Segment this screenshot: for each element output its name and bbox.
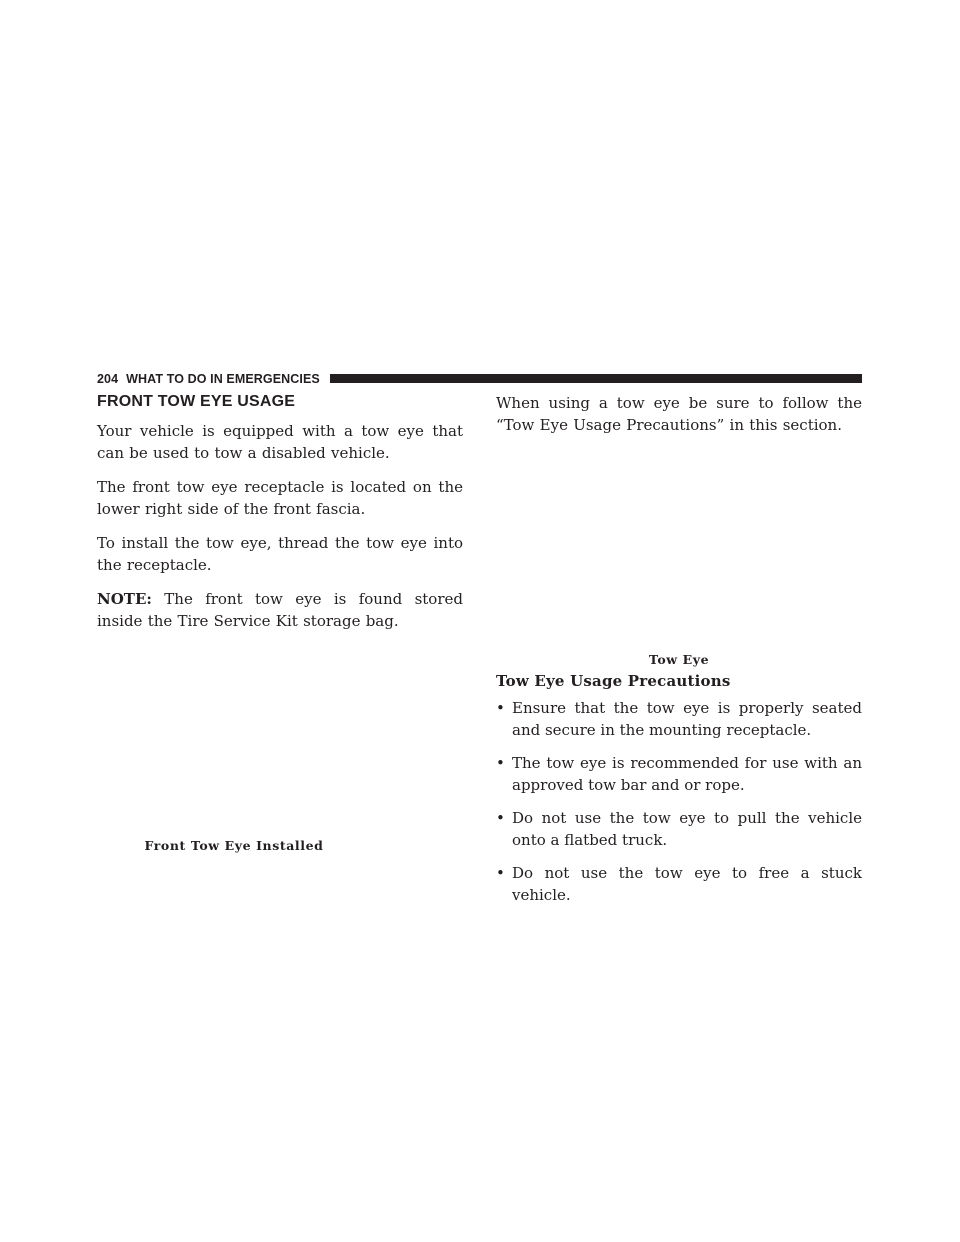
header-rule (330, 374, 862, 383)
section-name: WHAT TO DO IN EMERGENCIES (126, 372, 320, 386)
page-header (97, 371, 862, 387)
section-title: FRONT TOW EYE USAGE (97, 393, 296, 410)
precautions-list (496, 697, 862, 917)
list-item-text: Do not use the tow eye to pull the vehicle onto a flatbed truck. (512, 809, 862, 849)
list-item (496, 697, 862, 741)
bullet-icon: • (496, 809, 505, 827)
figure-caption-tow-eye: Tow Eye (648, 652, 710, 667)
paragraph: Your vehicle is equipped with a tow eye that can be used to tow a disabled vehicle. (97, 422, 463, 462)
list-item (496, 807, 862, 851)
note-label: NOTE: (97, 590, 152, 608)
bullet-icon: • (496, 864, 505, 882)
list-item-text: Do not use the tow eye to free a stuck vehicle. (512, 864, 862, 904)
figure-caption-front-tow-eye: Front Tow Eye Installed (144, 838, 324, 853)
left-column (97, 392, 463, 644)
paragraph: The front tow eye receptacle is located on the lower right side of the front fascia. (97, 478, 463, 518)
page-number: 204 (97, 372, 119, 386)
list-item (496, 862, 862, 906)
bullet-icon: • (496, 699, 505, 717)
precautions-heading: Tow Eye Usage Precautions (496, 672, 731, 690)
bullet-icon: • (496, 754, 505, 772)
intro-paragraph: When using a tow eye be sure to follow the “Tow Eye Usage Precautions” in this section. (496, 394, 862, 434)
list-item-text: Ensure that the tow eye is properly seated and secure in the mounting receptacle. (512, 699, 862, 739)
tow-eye-figure (496, 440, 862, 646)
note-text: The front tow eye is found stored inside the Tire Service Kit storage bag. (97, 590, 463, 630)
list-item-text: The tow eye is recommended for use with an approved tow bar and or rope. (512, 754, 862, 794)
list-item (496, 752, 862, 796)
front-tow-eye-figure (97, 608, 463, 830)
header-text (97, 371, 320, 387)
paragraph: To install the tow eye, thread the tow eye into the receptacle. (97, 534, 463, 574)
